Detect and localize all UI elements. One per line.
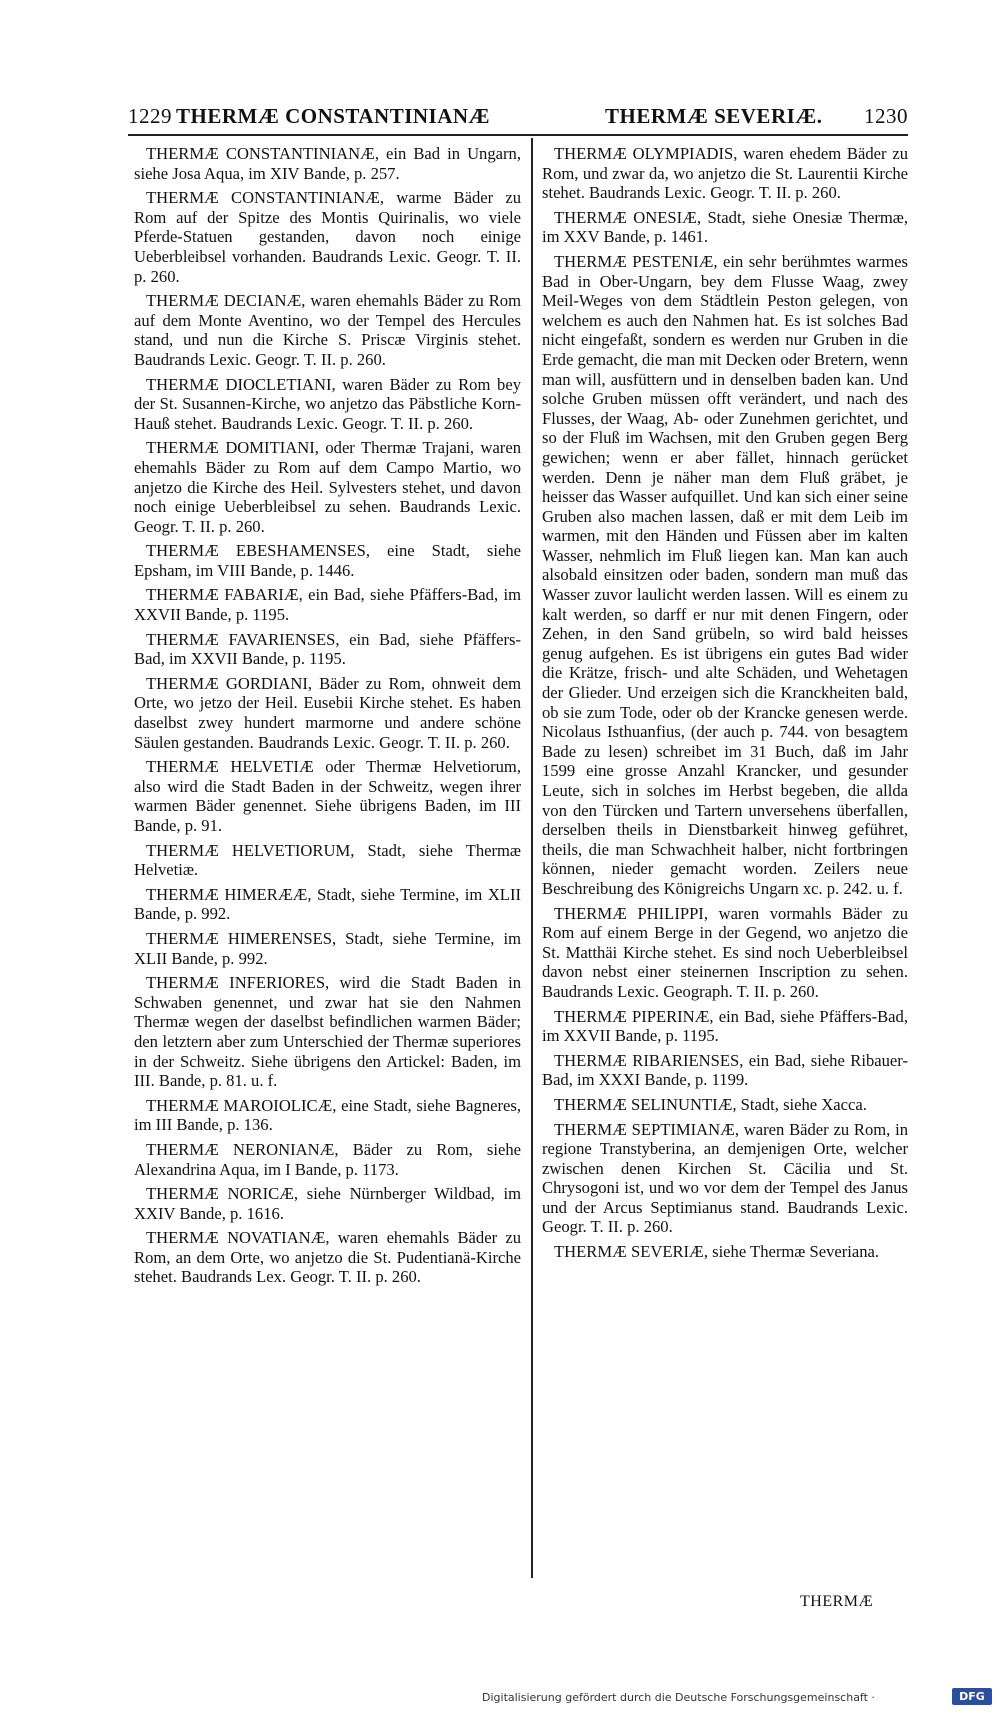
dictionary-entry: THERMÆ SELINUNTIÆ, Stadt, siehe Xacca.	[554, 1094, 867, 1114]
dictionary-entry: THERMÆ HIMERENSES, Stadt, siehe Termine, im XLII Bande, p. 992.	[134, 928, 521, 968]
dictionary-entry: THERMÆ DIOCLETIANI, waren Bäder zu Rom bey der St. Susannen-Kirche, wo anjetzo das Päbstliche Korn-Hauß stehet. Baudrands Lexic. Geogr. T. II. p. 260.	[134, 374, 521, 433]
page-number-left: 1229	[128, 104, 172, 128]
dictionary-entry: THERMÆ HELVETIÆ oder Thermæ Helvetiorum, also wird die Stadt Baden in der Schweitz, wegen ihrer warmen Bäder genennet. Siehe übrigens Baden, im III Bande, p. 91.	[134, 757, 521, 835]
dictionary-entry: THERMÆ PESTENIÆ, ein sehr berühmtes warmes Bad in Ober-Ungarn, bey dem Flusse Waag, zwey Meil-Weges von dem Städtlein Peston gelegen, von welchem es auch den Nahmen hat. Es ist solches Bad nicht eingefaßt, sondern es werden nur Gruben in die Erde gemacht, die man mit Decken oder Bretern, wenn man will, ausfüttern und in denselben baden kan. Und solche Gruben müssen offt verändert, und nach des Flusses, der Waag, Ab- oder Zunehmen gerichtet, und so der Fluß im Wachsen, mit den Gruben gegen Berg gewichen; wenn er aber fället, hinnach gerücket werden. Denn je näher man dem Fluß gräbet, je heisser das Wasser aufquillet. Und kan sich einer seine Gruben also machen lassen, daß er mit dem Leib im warmen, mit den Händen und Füssen aber im kalten Wasser, nehmlich im Fluß liegen kan. Man kan auch alsobald einsitzen oder baden, sondern man muß das Wasser zuvor laulicht werden lassen. Will es einem zu kalt werden, so darff er nur mit denen Fingern, oder Zehen, in den Sand grübeln, so wird bald heisses genug aufgehen. Es ist übrigens ein gutes Bad wider die Krätze, frisch- und alte Schäden, und Wehetagen der Glieder. Und erzeigen sich die Kranckheiten bald, ob sie zum Tode, oder ob der Krancke genesen werde. Nicolaus Isthuanfius, (der auch p. 744. von besagtem Bade zu lesen) schreibet im 31 Buch, daß im Jahr 1599 eine grosse Anzahl Krancker, und gesunder Leute, sich in solches im Herbst begeben, die allda von den Türcken und Tartern unversehens überfallen, derselben theils in Dienstbarkeit hinweg geführet, theils, die man Schwachheit halber, nicht fortbringen können, nieder gemacht worden. Zeilers neue Beschreibung des Königreichs Ungarn xc. p. 242. u. f.	[542, 251, 908, 898]
dictionary-entry: THERMÆ FAVARIENSES, ein Bad, siehe Pfäffers-Bad, im XXVII Bande, p. 1195.	[134, 629, 521, 669]
catchword: THERMÆ	[800, 1593, 874, 1610]
dictionary-entry: THERMÆ DOMITIANI, oder Thermæ Trajani, waren ehemahls Bäder zu Rom auf dem Campo Martio, wo anjetzo die Kirche des Heil. Sylvesters stehet, und davon noch einige Ueberbleibsel zu sehen. Baudrands Lexic. Geogr. T. II. p. 260.	[134, 438, 521, 536]
dictionary-entry: THERMÆ OLYMPIADIS, waren ehedem Bäder zu Rom, und zwar da, wo anjetzo die St. Laurentii Kirche stehet. Baudrands Lexic. Geogr. T. II. p. 260.	[542, 144, 908, 203]
footer-credit-text: Digitalisierung gefördert durch die Deutsche Forschungsgemeinschaft ·	[482, 1691, 875, 1704]
dictionary-entry: THERMÆ HIMERÆÆ, Stadt, siehe Termine, im XLII Bande, p. 992.	[134, 884, 521, 924]
page-number-right: 1230	[864, 104, 908, 128]
right-column	[542, 144, 908, 1267]
dictionary-entry: THERMÆ ONESIÆ, Stadt, siehe Onesiæ Thermæ, im XXV Bande, p. 1461.	[542, 207, 908, 247]
dictionary-entry: THERMÆ FABARIÆ, ein Bad, siehe Pfäffers-Bad, im XXVII Bande, p. 1195.	[134, 585, 521, 625]
dictionary-entry: THERMÆ DECIANÆ, waren ehemahls Bäder zu Rom auf dem Monte Aventino, wo der Tempel des Hercules stand, und nun die Kirche S. Priscæ Virginis stehet. Baudrands Lexic. Geogr. T. II. p. 260.	[134, 291, 521, 369]
dictionary-entry: THERMÆ PIPERINÆ, ein Bad, siehe Pfäffers-Bad, im XXVII Bande, p. 1195.	[542, 1006, 908, 1046]
dictionary-entry: THERMÆ EBESHAMENSES, eine Stadt, siehe Epsham, im VIII Bande, p. 1446.	[134, 541, 521, 580]
running-header	[128, 104, 908, 138]
header-rule	[128, 134, 908, 136]
dfg-logo-icon: DFG	[952, 1688, 992, 1705]
running-title-left: THERMÆ CONSTANTINIANÆ	[176, 104, 491, 128]
dictionary-entry: THERMÆ NOVATIANÆ, waren ehemahls Bäder zu Rom, an dem Orte, wo anjetzo die St. Pudentianä-Kirche stehet. Baudrands Lex. Geogr. T. II. p. 260.	[134, 1228, 521, 1287]
dictionary-entry: THERMÆ NERONIANÆ, Bäder zu Rom, siehe Alexandrina Aqua, im I Bande, p. 1173.	[134, 1139, 521, 1179]
dictionary-entry: THERMÆ SEPTIMIANÆ, waren Bäder zu Rom, in regione Transtyberina, an demjenigen Orte, welcher zwischen denen Kirchen St. Cäcilia und St. Chrysogoni ist, und wo vor dem der Tempel des Janus und der Arcus Septimianus stand. Baudrands Lexic. Geogr. T. II. p. 260.	[542, 1119, 908, 1237]
dictionary-entry: THERMÆ RIBARIENSES, ein Bad, siehe Ribauer-Bad, im XXXI Bande, p. 1199.	[542, 1050, 908, 1090]
digitization-footer	[482, 1688, 992, 1708]
dictionary-entry: THERMÆ MAROIOLICÆ, eine Stadt, siehe Bagneres, im III Bande, p. 136.	[134, 1095, 521, 1135]
dictionary-entry: THERMÆ CONSTANTINIANÆ, warme Bäder zu Rom auf der Spitze des Montis Quirinalis, wo viele Pferde-Statuen gestanden, davon noch einige Ueberbleibsel vorhanden. Baudrands Lexic. Geogr. T. II. p. 260.	[134, 188, 521, 286]
running-title-right: THERMÆ SEVERIÆ.	[605, 104, 823, 128]
dictionary-entry: THERMÆ NORICÆ, siehe Nürnberger Wildbad, im XXIV Bande, p. 1616.	[134, 1184, 521, 1223]
dictionary-entry: THERMÆ HELVETIORUM, Stadt, siehe Thermæ Helvetiæ.	[134, 840, 521, 880]
dictionary-entry: THERMÆ INFERIORES, wird die Stadt Baden in Schwaben genennet, und zwar hat sie den Nahmen Thermæ wegen der daselbst befindlichen warmen Bäder; den letztern aber zum Unterschied der Thermæ superiores in der Schweitz. Siehe übrigens den Artickel: Baden, im III. Bande, p. 81. u. f.	[134, 973, 521, 1091]
dictionary-entry: THERMÆ PHILIPPI, waren vormahls Bäder zu Rom auf einem Berge in der Gegend, wo anjetzo die St. Matthäi Kirche stehet. Es sind noch Ueberbleibsel davon nebst einer steinernen Inscription zu sehen. Baudrands Lexic. Geograph. T. II. p. 260.	[542, 903, 908, 1001]
left-column	[134, 144, 521, 1292]
dictionary-entry: THERMÆ GORDIANI, Bäder zu Rom, ohnweit dem Orte, wo jetzo der Heil. Eusebii Kirche stehet. Es haben daselbst zwey hundert marmorne und andere schöne Säulen gestanden. Baudrands Lexic. Geogr. T. II. p. 260.	[134, 673, 521, 752]
dictionary-entry: THERMÆ CONSTANTINIANÆ, ein Bad in Ungarn, siehe Josa Aqua, im XIV Bande, p. 257.	[134, 144, 521, 183]
dictionary-entry: THERMÆ SEVERIÆ, siehe Thermæ Severiana.	[554, 1242, 880, 1262]
column-divider	[531, 138, 533, 1578]
